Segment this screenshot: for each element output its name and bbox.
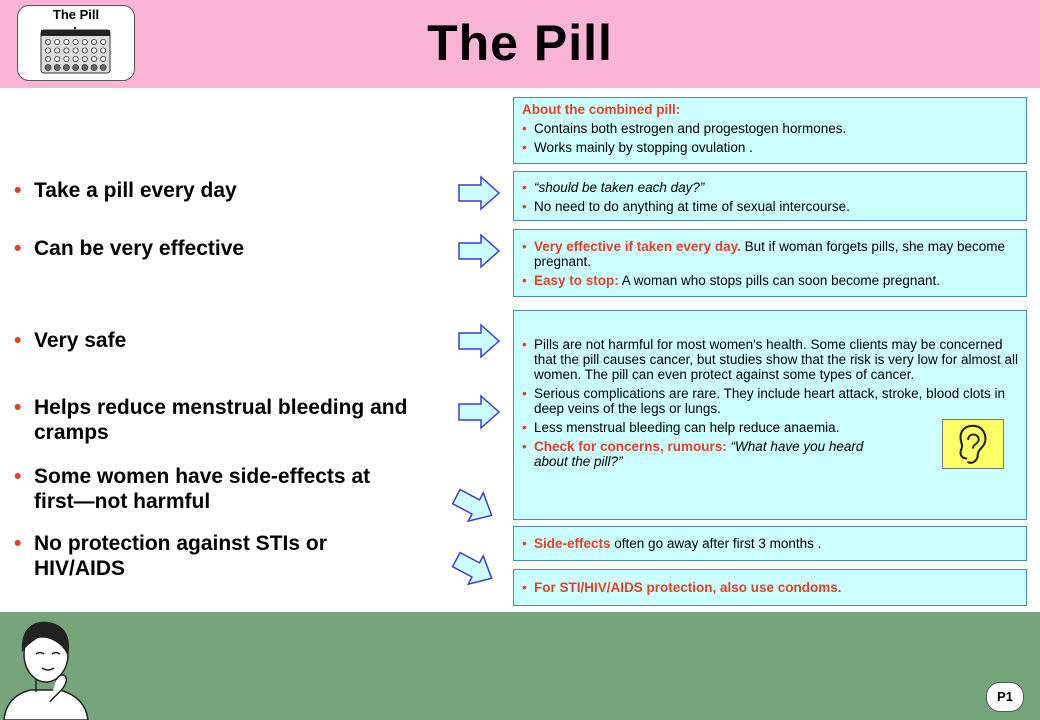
item-text: But if woman forgets pills, she may become pregnant. [534,239,1005,269]
item-text: Contains both estrogen and progestogen hormones. [534,121,847,136]
panel-about [513,97,1027,164]
bullet-dot: • [522,199,527,214]
bullet-dot: • [14,532,22,555]
bullet-dot: • [522,420,527,435]
header-bar [0,0,1040,88]
item-text: often go away after first 3 months . [610,536,822,551]
woman-thinking-icon [2,616,90,720]
bullet-text: Helps reduce menstrual bleeding and cramps [34,396,408,444]
arrow-right-icon[interactable] [446,543,502,595]
ear-glyph [943,420,1003,468]
bullet-text: Take a pill every day [34,179,237,202]
bullet-effective [14,236,434,261]
bullet-dot: • [522,121,527,136]
bullet-text: No protection against STIs or HIV/AIDS [34,532,327,580]
item-text: “What have you heard about the pill?” [534,439,864,469]
panel-sti [513,569,1027,606]
bullet-text: Can be very effective [34,237,245,260]
list-item [522,580,1018,595]
bullet-sti [14,531,394,581]
bullet-dot: • [14,329,22,352]
item-text: Pills are not harmful for most women's health. Some clients may be concerned that the pill causes cancer, but studies show that the risk is very low for almost all women. The pill can even protect against some types of cancer. [534,337,1018,382]
arrow-right-icon[interactable] [446,480,502,532]
list-item [522,199,1018,214]
panel-heading: About the combined pill: [522,102,681,117]
page-title: The Pill [427,15,613,71]
arrow-right-icon[interactable] [457,175,501,211]
bullet-dot: • [522,239,527,254]
bullet-dot: • [522,580,527,595]
panel-side-effects [513,526,1027,561]
page-number-badge[interactable]: P1 [986,682,1024,712]
item-text: For STI/HIV/AIDS protection, also use condoms. [534,580,842,595]
bullet-daily [14,178,434,203]
bullet-dot: • [522,140,527,155]
bullet-dot: • [522,180,527,195]
item-label: Very effective if taken every day. [534,239,741,254]
list-item [522,439,879,469]
item-text: “should be taken each day?” [534,180,705,195]
panel-daily [513,171,1027,221]
bullet-dot: • [14,396,22,419]
list-item [522,273,1018,288]
list-item [522,121,1018,136]
item-text: A woman who stops pills can soon become pregnant. [618,273,940,288]
bullet-dot: • [522,536,527,551]
item-text: No need to do anything at time of sexual intercourse. [534,199,850,214]
item-text: Less menstrual bleeding can help reduce anaemia. [534,420,840,435]
bullet-side-effects [14,464,414,514]
bullet-dot: • [14,237,22,260]
footer-bar [0,612,1040,720]
arrow-right-icon[interactable] [457,233,501,269]
bullet-dot: • [14,179,22,202]
item-text: Works mainly by stopping ovulation . [534,140,753,155]
panel-effective [513,229,1027,297]
list-item [522,239,1018,269]
item-label: Side-effects [534,536,611,551]
bullet-text: Very safe [34,329,127,352]
ear-icon [942,419,1004,469]
bullet-dot: • [522,439,527,454]
panel-safe [513,310,1027,520]
list-item [522,337,1018,382]
item-label: Check for concerns, rumours: [534,439,727,454]
bullet-dot: • [522,386,527,401]
item-text: Serious complications are rare. They include heart attack, stroke, blood clots in deep veins of the legs or lungs. [534,386,1005,416]
bullet-dot: • [522,337,527,352]
bullet-text: Some women have side-effects at first—not harmful [34,465,371,513]
bullet-dot: • [522,273,527,288]
list-item [522,180,1018,195]
arrow-right-icon[interactable] [457,394,501,430]
list-item [522,386,1018,416]
list-item [522,140,1018,155]
badge-label: The Pill [52,7,100,22]
item-label: Easy to stop: [534,273,619,288]
bullet-dot: • [14,465,22,488]
arrow-right-icon[interactable] [457,323,501,359]
bullet-safe [14,328,434,353]
bullet-bleeding [14,395,424,445]
list-item [522,536,1018,551]
